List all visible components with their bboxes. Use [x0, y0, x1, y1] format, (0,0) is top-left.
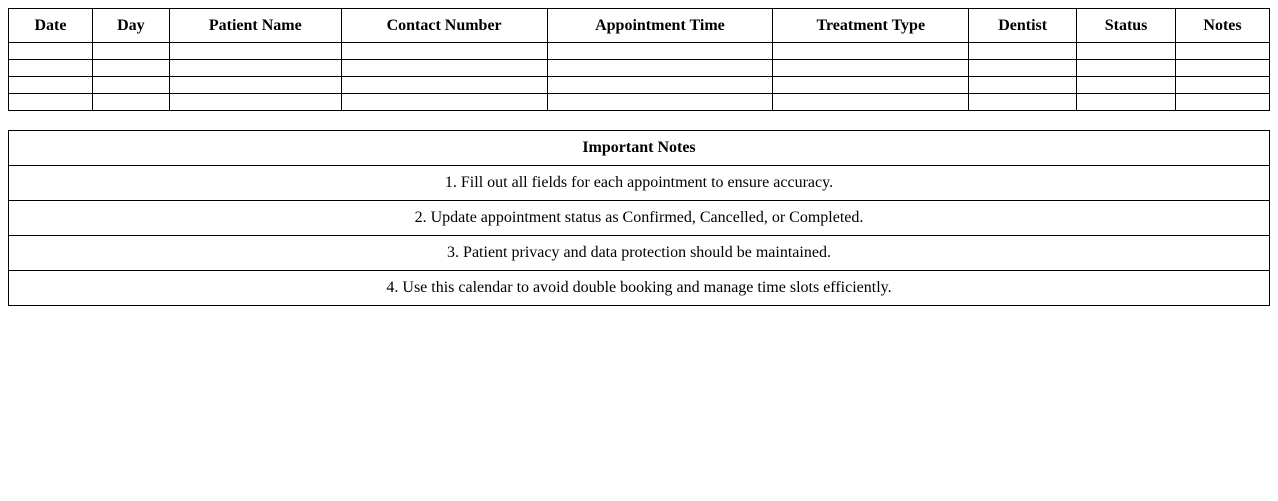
cell-treatment-type[interactable]	[773, 60, 969, 77]
cell-patient-name[interactable]	[169, 94, 341, 111]
cell-date[interactable]	[9, 77, 93, 94]
header-row	[9, 9, 1270, 43]
cell-dentist[interactable]	[969, 77, 1077, 94]
note-item-3: 3. Patient privacy and data protection should be maintained.	[9, 236, 1270, 271]
cell-notes[interactable]	[1176, 60, 1270, 77]
cell-contact-number[interactable]	[341, 43, 547, 60]
cell-day[interactable]	[92, 94, 169, 111]
list-item	[9, 271, 1270, 306]
cell-patient-name[interactable]	[169, 43, 341, 60]
list-item	[9, 236, 1270, 271]
cell-status[interactable]	[1077, 77, 1176, 94]
note-item-1: 1. Fill out all fields for each appointment to ensure accuracy.	[9, 166, 1270, 201]
cell-day[interactable]	[92, 60, 169, 77]
column-header-day: Day	[92, 9, 169, 43]
cell-day[interactable]	[92, 43, 169, 60]
cell-patient-name[interactable]	[169, 60, 341, 77]
cell-date[interactable]	[9, 60, 93, 77]
cell-dentist[interactable]	[969, 94, 1077, 111]
appointment-table	[8, 8, 1270, 111]
cell-treatment-type[interactable]	[773, 94, 969, 111]
cell-notes[interactable]	[1176, 94, 1270, 111]
column-header-appointment-time: Appointment Time	[547, 9, 773, 43]
cell-dentist[interactable]	[969, 43, 1077, 60]
table-row	[9, 77, 1270, 94]
cell-notes[interactable]	[1176, 43, 1270, 60]
note-item-4: 4. Use this calendar to avoid double booking and manage time slots efficiently.	[9, 271, 1270, 306]
cell-date[interactable]	[9, 43, 93, 60]
cell-appointment-time[interactable]	[547, 77, 773, 94]
important-notes-table	[8, 130, 1270, 306]
cell-appointment-time[interactable]	[547, 94, 773, 111]
cell-contact-number[interactable]	[341, 60, 547, 77]
notes-header-row	[9, 131, 1270, 166]
cell-day[interactable]	[92, 77, 169, 94]
cell-appointment-time[interactable]	[547, 60, 773, 77]
cell-contact-number[interactable]	[341, 94, 547, 111]
table-row	[9, 43, 1270, 60]
notes-title: Important Notes	[9, 131, 1270, 166]
list-item	[9, 166, 1270, 201]
cell-date[interactable]	[9, 94, 93, 111]
cell-status[interactable]	[1077, 43, 1176, 60]
cell-status[interactable]	[1077, 60, 1176, 77]
cell-treatment-type[interactable]	[773, 77, 969, 94]
column-header-date: Date	[9, 9, 93, 43]
cell-appointment-time[interactable]	[547, 43, 773, 60]
column-header-status: Status	[1077, 9, 1176, 43]
cell-dentist[interactable]	[969, 60, 1077, 77]
column-header-treatment-type: Treatment Type	[773, 9, 969, 43]
list-item	[9, 201, 1270, 236]
column-header-dentist: Dentist	[969, 9, 1077, 43]
table-row	[9, 94, 1270, 111]
cell-contact-number[interactable]	[341, 77, 547, 94]
column-header-patient-name: Patient Name	[169, 9, 341, 43]
column-header-contact-number: Contact Number	[341, 9, 547, 43]
cell-notes[interactable]	[1176, 77, 1270, 94]
cell-status[interactable]	[1077, 94, 1176, 111]
note-item-2: 2. Update appointment status as Confirmed, Cancelled, or Completed.	[9, 201, 1270, 236]
cell-patient-name[interactable]	[169, 77, 341, 94]
column-header-notes: Notes	[1176, 9, 1270, 43]
cell-treatment-type[interactable]	[773, 43, 969, 60]
table-row	[9, 60, 1270, 77]
